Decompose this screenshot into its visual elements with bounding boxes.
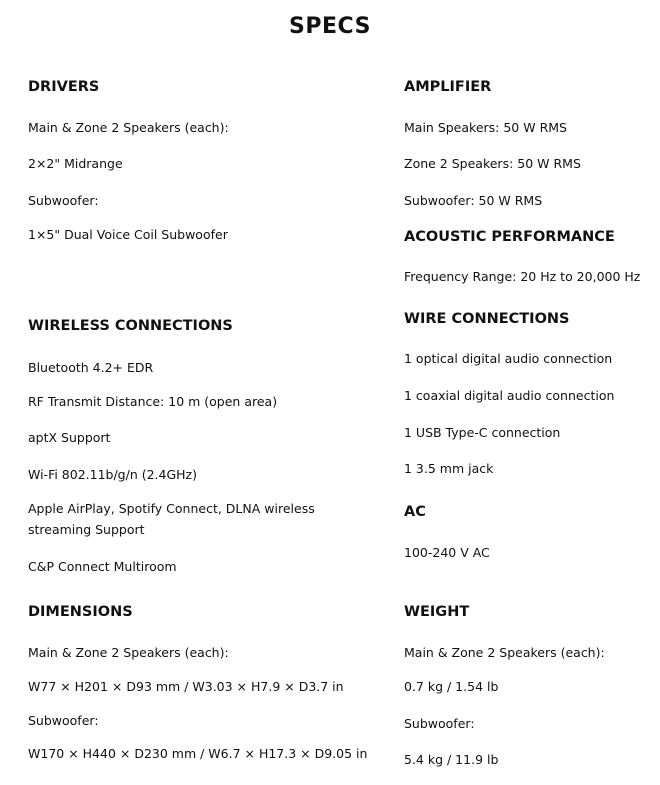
dimensions-item: Subwoofer: <box>28 713 99 728</box>
weight-heading: WEIGHT <box>404 604 470 620</box>
weight-item: Main & Zone 2 Speakers (each): <box>404 645 605 660</box>
weight-item: 0.7 kg / 1.54 lb <box>404 679 499 694</box>
wireless-item: aptX Support <box>28 430 111 445</box>
wire-heading: WIRE CONNECTIONS <box>404 311 570 327</box>
drivers-item: Subwoofer: <box>28 193 99 208</box>
ac-item: 100-240 V AC <box>404 545 490 560</box>
wireless-item: C&P Connect Multiroom <box>28 559 177 574</box>
wire-item: 1 3.5 mm jack <box>404 461 494 476</box>
wireless-item: Wi-Fi 802.11b/g/n (2.4GHz) <box>28 467 198 482</box>
drivers-item: Main & Zone 2 Speakers (each): <box>28 120 229 135</box>
amplifier-item: Zone 2 Speakers: 50 W RMS <box>404 156 581 171</box>
wireless-item: RF Transmit Distance: 10 m (open area) <box>28 394 278 409</box>
amplifier-item: Subwoofer: 50 W RMS <box>404 193 543 208</box>
drivers-item: 2×2" Midrange <box>28 156 123 171</box>
wire-item: 1 USB Type-C connection <box>404 425 561 440</box>
acoustic-heading: ACOUSTIC PERFORMANCE <box>404 229 615 245</box>
page-title: SPECS <box>289 14 371 39</box>
dimensions-item: W170 × H440 × D230 mm / W6.7 × H17.3 × D9.05 in <box>28 746 368 761</box>
acoustic-item: Frequency Range: 20 Hz to 20,000 Hz <box>404 269 641 284</box>
ac-heading: AC <box>404 504 426 520</box>
wireless-item: Bluetooth 4.2+ EDR <box>28 360 154 375</box>
weight-item: Subwoofer: <box>404 716 475 731</box>
dimensions-item: Main & Zone 2 Speakers (each): <box>28 645 229 660</box>
wireless-heading: WIRELESS CONNECTIONS <box>28 318 233 334</box>
drivers-heading: DRIVERS <box>28 79 100 95</box>
wireless-item: Apple AirPlay, Spotify Connect, DLNA wireless streaming Support <box>28 501 315 537</box>
amplifier-heading: AMPLIFIER <box>404 79 492 95</box>
dimensions-heading: DIMENSIONS <box>28 604 133 620</box>
weight-item: 5.4 kg / 11.9 lb <box>404 752 499 767</box>
wire-item: 1 optical digital audio connection <box>404 351 613 366</box>
dimensions-item: W77 × H201 × D93 mm / W3.03 × H7.9 × D3.7 in <box>28 679 344 694</box>
amplifier-item: Main Speakers: 50 W RMS <box>404 120 567 135</box>
drivers-item: 1×5" Dual Voice Coil Subwoofer <box>28 227 228 242</box>
wire-item: 1 coaxial digital audio connection <box>404 388 615 403</box>
